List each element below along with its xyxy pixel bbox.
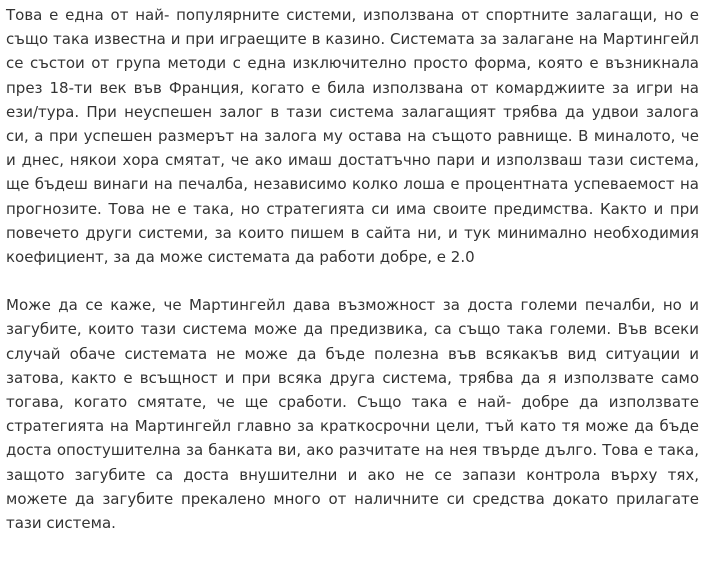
article-body <box>6 3 699 535</box>
article-paragraph-1: Това е една от най- популярните системи, използвана от спортните залагащи, но е също така известна и при играещите в казино. Системата за залагане на Мартингейл се състои от група методи с една изключително просто форма, която е възникнала през 18-ти век във Франция, когато е била използвана от комарджиите за игри на ези/тура. При неуспешен залог в тази система залагащият трябва да удвои залога си, а при успешен размерът на залога му остава на същото равнище. В миналото, че и днес, някои хора смятат, че ако имаш достатъчно пари и използваш тази система, ще бъдеш винаги на печалба, независимо колко лоша е процентната успеваемост на прогнозите. Това не е така, но стратегията си има своите предимства. Както и при повечето други системи, за които пишем в сайта ни, и тук минимално необходимия коефициент, за да може системата да работи добре, е 2.0 <box>6 6 699 267</box>
article-paragraph-2: Може да се каже, че Мартингейл дава възможност за доста големи печалби, но и загубите, които тази система може да предизвика, са също така големи. Във всеки случай обаче системата не може да бъде полезна във всякакъв вид ситуации и затова, както е всъщност и при всяка друга система, трябва да я използвате само тогава, когато смятате, че ще сработи. Също така е най- добре да използвате стратегията на Мартингейл главно за краткосрочни цели, тъй като тя може да бъде доста опостушителна за банката ви, ако разчитате на нея твърде дълго. Това е така, защото загубите са доста внушителни и ако не се запази контрола върху тях, можете да загубите прекалено много от наличните си средства докато прилагате тази система. <box>6 296 699 533</box>
